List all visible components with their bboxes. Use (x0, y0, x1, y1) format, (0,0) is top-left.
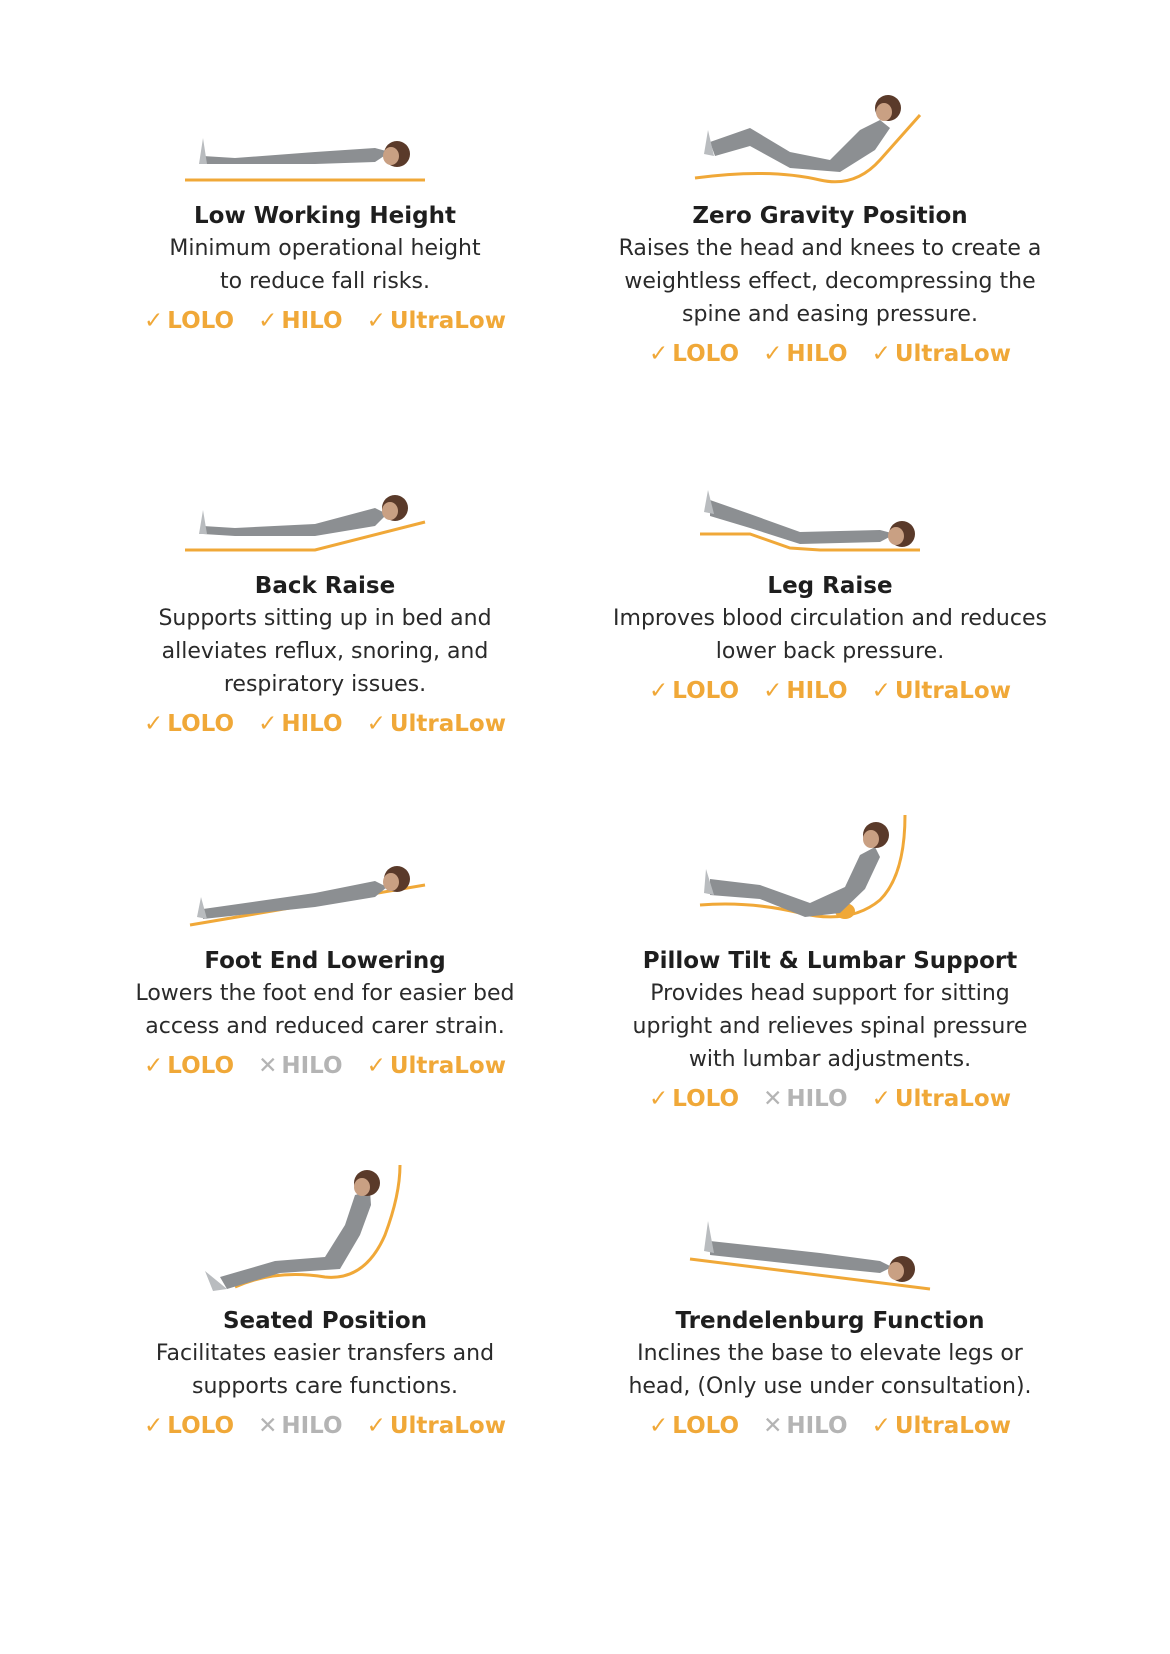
cross-icon: ✕ (763, 1086, 783, 1112)
check-icon: ✓ (649, 1413, 669, 1439)
model-compatibility (65, 1409, 585, 1443)
description-line: Minimum operational height (169, 236, 481, 261)
position-card-zero-gravity (570, 60, 1090, 371)
position-title: Trendelenburg Function (675, 1308, 985, 1334)
model-hilo-supported: ✓ HILO (258, 707, 342, 741)
description-line: spine and easing pressure. (682, 302, 978, 327)
check-icon: ✓ (144, 711, 164, 737)
check-icon: ✓ (144, 308, 164, 334)
check-icon: ✓ (763, 341, 783, 367)
description-line: Inclines the base to elevate legs or (637, 1341, 1023, 1366)
low-working-height-illustration (175, 60, 475, 190)
position-description (570, 1337, 1090, 1403)
description-line: weightless effect, decompressing the (624, 269, 1036, 294)
model-hilo-unsupported: ✕ HILO (763, 1409, 847, 1443)
check-icon: ✓ (871, 341, 891, 367)
foot-end-lowering-illustration (175, 805, 475, 935)
position-card-back-raise (65, 430, 585, 741)
description-line: Improves blood circulation and reduces (613, 606, 1047, 631)
description-line: to reduce fall risks. (220, 269, 430, 294)
description-line: access and reduced carer strain. (145, 1014, 505, 1039)
check-icon: ✓ (871, 1413, 891, 1439)
check-icon: ✓ (649, 1086, 669, 1112)
check-icon: ✓ (144, 1413, 164, 1439)
model-hilo-unsupported: ✕ HILO (258, 1409, 342, 1443)
position-description (570, 977, 1090, 1076)
check-icon: ✓ (366, 1413, 386, 1439)
cross-icon: ✕ (763, 1413, 783, 1439)
pillow-tilt-lumbar-illustration (680, 805, 980, 935)
description-line: alleviates reflux, snoring, and (161, 639, 489, 664)
model-ultralow-supported: ✓ UltraLow (872, 674, 1011, 708)
description-line: lower back pressure. (715, 639, 945, 664)
model-ultralow-supported: ✓ UltraLow (872, 337, 1011, 371)
description-line: Provides head support for sitting (650, 981, 1010, 1006)
position-title: Foot End Lowering (204, 948, 446, 974)
position-title: Back Raise (254, 573, 396, 599)
model-lolo-supported: ✓ LOLO (144, 1049, 234, 1083)
cross-icon: ✕ (258, 1413, 278, 1439)
check-icon: ✓ (649, 678, 669, 704)
model-ultralow-supported: ✓ UltraLow (872, 1082, 1011, 1116)
leg-raise-illustration (680, 430, 980, 560)
check-icon: ✓ (366, 711, 386, 737)
model-ultralow-supported: ✓ UltraLow (367, 707, 506, 741)
position-title: Seated Position (222, 1308, 428, 1334)
model-compatibility (570, 1409, 1090, 1443)
position-description (65, 602, 585, 701)
description-line: Raises the head and knees to create a (618, 236, 1042, 261)
description-line: Supports sitting up in bed and (158, 606, 492, 631)
check-icon: ✓ (258, 711, 278, 737)
model-hilo-supported: ✓ HILO (763, 337, 847, 371)
model-lolo-supported: ✓ LOLO (144, 304, 234, 338)
position-description (65, 1337, 585, 1403)
position-title: Pillow Tilt & Lumbar Support (642, 948, 1018, 974)
model-lolo-supported: ✓ LOLO (649, 1082, 739, 1116)
description-line: head, (Only use under consultation). (628, 1374, 1032, 1399)
model-compatibility (570, 674, 1090, 708)
position-title: Zero Gravity Position (692, 203, 968, 229)
check-icon: ✓ (871, 1086, 891, 1112)
model-compatibility (65, 707, 585, 741)
position-description (65, 232, 585, 298)
position-description (570, 232, 1090, 331)
model-lolo-supported: ✓ LOLO (649, 1409, 739, 1443)
position-description (65, 977, 585, 1043)
check-icon: ✓ (871, 678, 891, 704)
position-card-foot-end-lowering (65, 805, 585, 1083)
description-line: upright and relieves spinal pressure (632, 1014, 1028, 1039)
seated-position-illustration (175, 1165, 475, 1295)
model-lolo-supported: ✓ LOLO (649, 337, 739, 371)
model-ultralow-supported: ✓ UltraLow (367, 304, 506, 338)
model-ultralow-supported: ✓ UltraLow (872, 1409, 1011, 1443)
trendelenburg-illustration (680, 1165, 980, 1295)
check-icon: ✓ (366, 1053, 386, 1079)
description-line: supports care functions. (192, 1374, 458, 1399)
model-hilo-supported: ✓ HILO (763, 674, 847, 708)
model-ultralow-supported: ✓ UltraLow (367, 1409, 506, 1443)
description-line: with lumbar adjustments. (688, 1047, 972, 1072)
model-hilo-unsupported: ✕ HILO (258, 1049, 342, 1083)
model-hilo-unsupported: ✕ HILO (763, 1082, 847, 1116)
check-icon: ✓ (144, 1053, 164, 1079)
model-lolo-supported: ✓ LOLO (144, 1409, 234, 1443)
position-card-trendelenburg (570, 1165, 1090, 1443)
model-ultralow-supported: ✓ UltraLow (367, 1049, 506, 1083)
back-raise-illustration (175, 430, 475, 560)
model-lolo-supported: ✓ LOLO (649, 674, 739, 708)
model-compatibility (570, 1082, 1090, 1116)
check-icon: ✓ (649, 341, 669, 367)
position-card-leg-raise (570, 430, 1090, 708)
description-line: Lowers the foot end for easier bed (135, 981, 515, 1006)
position-title: Low Working Height (194, 203, 456, 229)
model-hilo-supported: ✓ HILO (258, 304, 342, 338)
check-icon: ✓ (258, 308, 278, 334)
model-lolo-supported: ✓ LOLO (144, 707, 234, 741)
position-title: Leg Raise (767, 573, 893, 599)
model-compatibility (570, 337, 1090, 371)
description-line: Facilitates easier transfers and (155, 1341, 495, 1366)
position-description (570, 602, 1090, 668)
check-icon: ✓ (763, 678, 783, 704)
model-compatibility (65, 1049, 585, 1083)
model-compatibility (65, 304, 585, 338)
position-card-pillow-tilt-lumbar (570, 805, 1090, 1116)
check-icon: ✓ (366, 308, 386, 334)
position-card-low-working-height (65, 60, 585, 338)
description-line: respiratory issues. (223, 672, 427, 697)
cross-icon: ✕ (258, 1053, 278, 1079)
zero-gravity-illustration (680, 60, 980, 190)
position-card-seated (65, 1165, 585, 1443)
